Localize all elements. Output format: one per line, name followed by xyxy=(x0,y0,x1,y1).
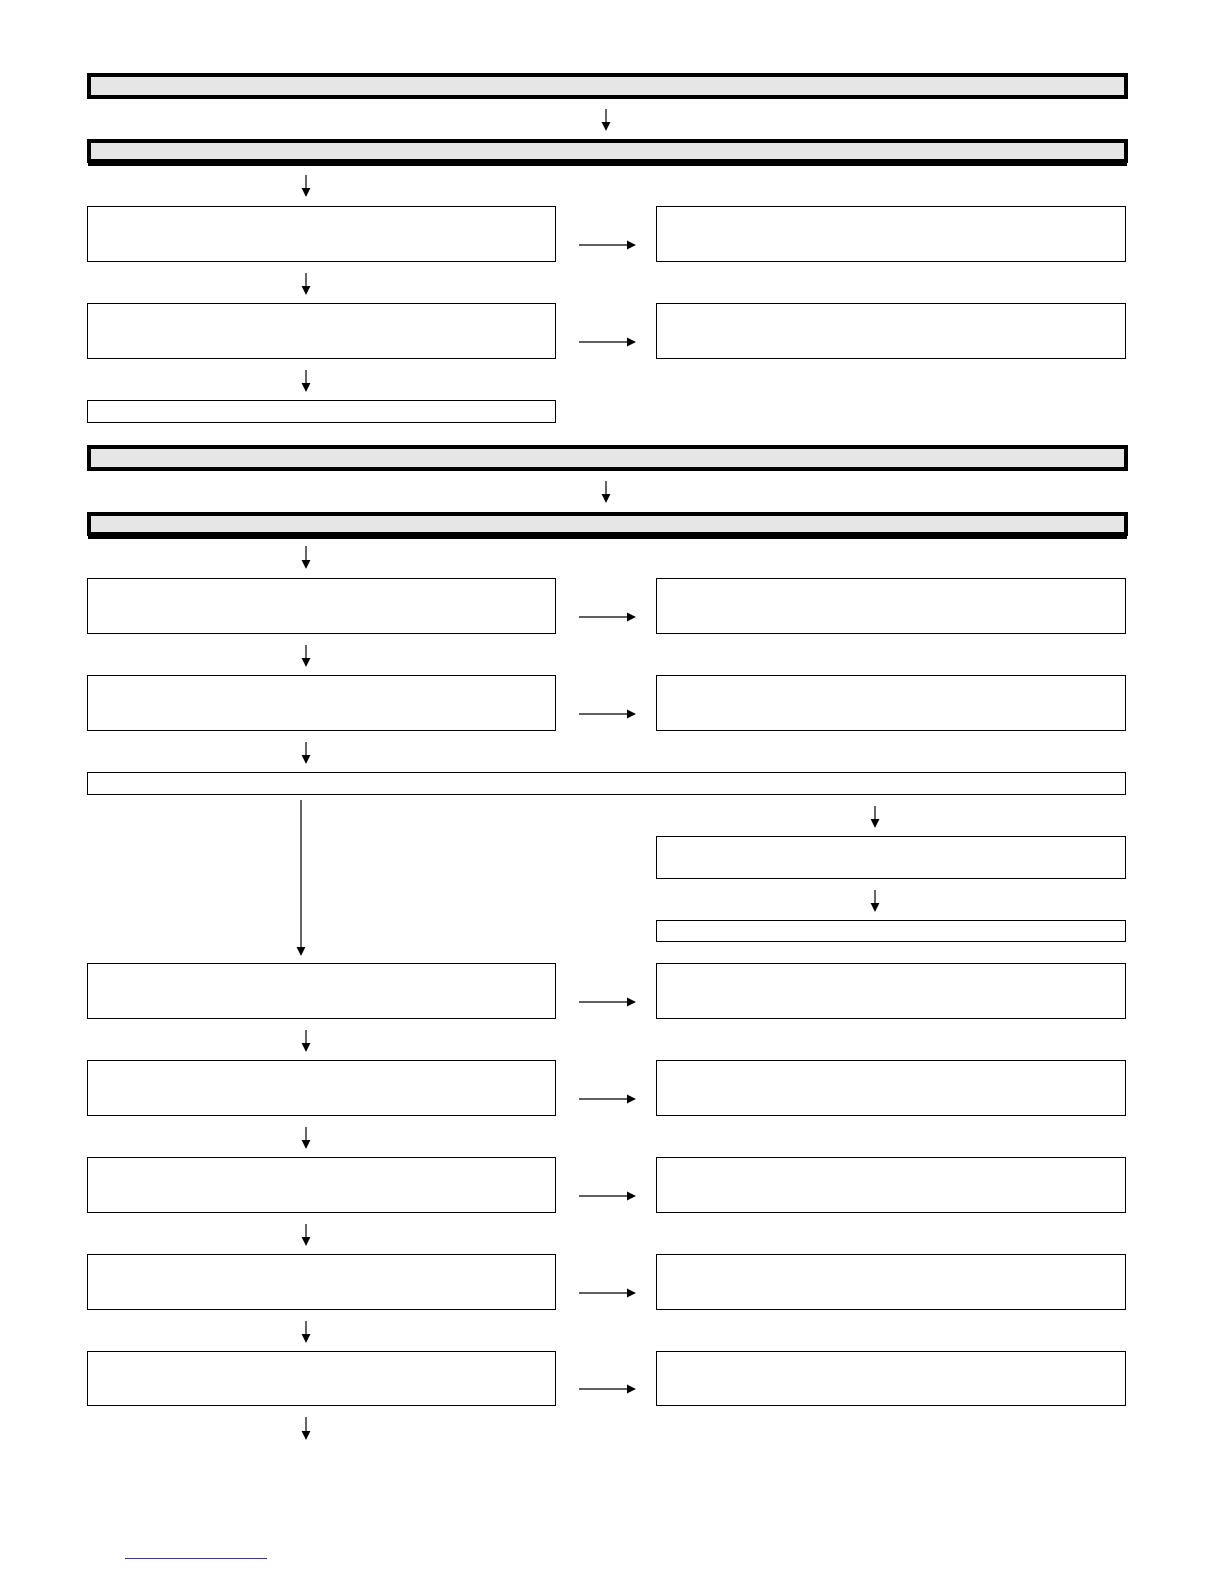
footer-link[interactable] xyxy=(125,1558,267,1559)
